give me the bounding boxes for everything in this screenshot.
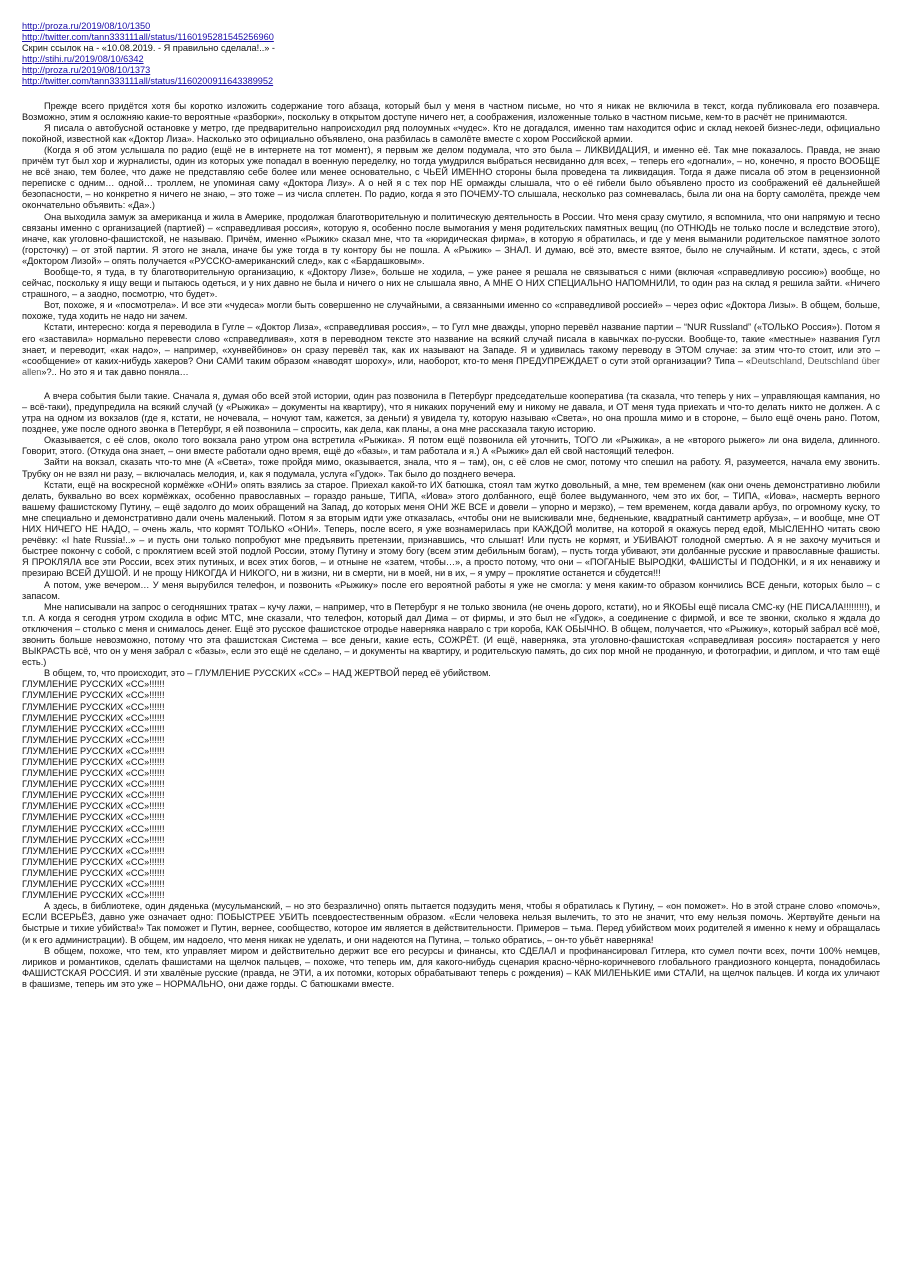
paragraph: Вот, похоже, я и «посмотрела». И все эти «чудеса» могли быть совершенно не случайными, а связанными именно со «справедливой россией» – через офис «Доктора Лизы». В общем, больше, похоже, туда ходить не надо ни зачем. — [22, 300, 880, 322]
paragraph: А потом, уже вечером… У меня вырубился телефон, и позвонить «Рыжику» после его вероятной работы я уже не смогла: у меня каким-то образом кончились ВСЕ деньги, которых было – с запасом. — [22, 579, 880, 601]
screenshot-links-caption: Скрин ссылок на - «10.08.2019. - Я правильно сделала!..» - — [22, 43, 275, 54]
repeated-line: ГЛУМЛЕНИЕ РУССКИХ «СС»!!!!!! — [22, 757, 165, 767]
repeated-line: ГЛУМЛЕНИЕ РУССКИХ «СС»!!!!!! — [22, 701, 165, 712]
repeated-line: ГЛУМЛЕНИЕ РУССКИХ «СС»!!!!!! — [22, 834, 165, 845]
article-body — [22, 101, 880, 990]
link-stihi-6342[interactable]: http://stihi.ru/2019/08/10/6342 — [22, 54, 144, 65]
paragraph: Я писала о автобусной остановке у метро, где предварительно напроисходил ряд полоумных «чудес». Кто не догадался, именно там находится офис и склад некоей бизнес-леди, официально покойной, известной как «Доктор Лиза». Насколько это официально объявлено, она разбилась в самолёте вместе с хором Российской армии. — [22, 122, 880, 144]
repeated-line: ГЛУМЛЕНИЕ РУССКИХ «СС»!!!!!! — [22, 812, 165, 823]
repeated-line: ГЛУМЛЕНИЕ РУССКИХ «СС»!!!!!! — [22, 801, 165, 812]
repeated-line: ГЛУМЛЕНИЕ РУССКИХ «СС»!!!!!! — [22, 790, 165, 801]
repeated-line: ГЛУМЛЕНИЕ РУССКИХ «СС»!!!!!! — [22, 712, 165, 723]
link-twitter-1[interactable]: http://twitter.com/tann333111all/status/1160195281545256960 — [22, 32, 274, 43]
repeated-line: ГЛУМЛЕНИЕ РУССКИХ «СС»!!!!!! — [22, 690, 165, 701]
repeated-line: ГЛУМЛЕНИЕ РУССКИХ «СС»!!!!!! — [22, 845, 165, 856]
paragraph-translation — [22, 322, 880, 377]
repeated-line: ГЛУМЛЕНИЕ РУССКИХ «СС»!!!!!! — [22, 779, 165, 790]
repeated-line: ГЛУМЛЕНИЕ РУССКИХ «СС»!!!!!! — [22, 723, 165, 734]
paragraph-text: Кстати, интересно: когда я переводила в Гугле – «Доктор Лиза», «справедливая россия», – то Гугл мне дважды, упорно перевёл название партии – “NUR Russland” («ТОЛЬКО Россия»). Потом я его «заставила» нормально перевести слово «справедливая», хотя в переводном тексте это название на всякий случай писала в кавычках по-русски. Вообще-то, такие «местные» названия Гугл знает, и переводит, «как надо», – например, «хунвейбинов» он сразу перевёл так, как их называют на Западе. Я и удивилась такому переводу в ЭТОМ случае: за этим что-то стоит, или это – «сообщение» от каких-нибудь хакеров? Они САМИ таким образом «наводят шороху», или, наоборот, кто-то меня ПРЕДУПРЕЖДАЕТ о сути этой организации? Типа – « — [22, 322, 880, 366]
link-list — [22, 21, 880, 88]
paragraph: Прежде всего придётся хотя бы коротко изложить содержание того абзаца, который был у меня в частном письме, но что я никак не включила в текст, когда публиковала его позавчера. Возможно, этим я осложняю какие-то вероятные «разборки», поскольку в открытом доступе ничего нет, а соображения, изложенные только в частном письме, кем-то в расчёт не принимаются. — [22, 100, 880, 122]
repeated-line: ГЛУМЛЕНИЕ РУССКИХ «СС»!!!!!! — [22, 867, 165, 878]
paragraph: (Когда я об этом услышала по радио (ещё не в интернете на тот момент), я первым же делом подумала, что это была – ЛИКВИДАЦИЯ, и именно её. Так мне показалось. Правда, не знаю причём тут был хор и журналисты, один из которых уже попадал в военную переделку, но тогда умудрился выбраться несвиданно для всех, – теперь его «догнали», – но, конечно, я просто ВООБЩЕ не всё знаю, тем более, что даже не представляю себе более или менее основательно, с ЧЬЕЙ ИМЕННО стороны была проведена та ликвидация. Тогда я даже писала об этом в рецензионной переписке с одним… одной… троллем, не упоминая саму «Доктора Лизу». А о ней я с тех пор НЕ ормажды слышала, что о её гибели было объявлено просто из соображений её дальнейшей безопасности, – но конкретно я ничего не знаю, – это тоже – из числа сплетен. По радио, когда я это ПОЧЕМУ-ТО слышала, несколько раз сомневалась, была ли она на борту самолёта, прежде чем окончательно объявить: «Да».) — [22, 144, 880, 211]
paragraph: Она выходила замуж за американца и жила в Америке, продолжая благотворительную и политическую деятельность в России. Что меня сразу смутило, я вспомнила, что они напрямую и тесно связаны именно с организацией (партией) – «справедливая россия», которую я, особенно после вымогания у меня родительских памятных вещиц (по ОТНЮДЬ не только после и вследствие этого), иначе, как уголовно-фашистской, не называю. Причём, именно «Рыжик» сказал мне, что та «юридическая фирма», в которую я обратилась, и где у меня выманили родительское памятное золото (горсточку) – от этой партии. Я этого не знала, иначе бы уже тогда в ту контору бы не пошла. А «Рыжик» – ЗНАЛ. И думаю, всё это, вместе взятое, было не случайным. И кстати, здесь, с этой «Доктором Лизой» – опять получается «РУССКО-американский след», как с «Бардашковым». — [22, 211, 880, 266]
paragraph: Кстати, ещё на воскресной кормёжке «ОНИ» опять взялись за старое. Приехал какой-то ИХ батюшка, стоял там жутко довольный, а мне, тем временем (как они очень демонстративно любили делать, буквально во всех кормёжках, особенно православных – гораздо раньше, ТИПА, «Иова» этого долбанного, ещё более выдуманного, чем это их бог, – ТИПА, «Иова», насмерть верного вашему фашистскому Путину, – ещё задолго до моих обращений на Запад, до которых меня ОНИ ЖЕ ВСЕ и довели – упорно и мерзко), – тем временем, когда давали арбуз, по огромному куску, то мне специально и демонстративно дали очень маленький. Потом я за вторым идти уже отказалась, «чтобы они не выискивали мне, бедненькие, квадратный сантиметр арбуза», – и вообще, мне ОТ НИХ НИЧЕГО НЕ НАДО, – очень жаль, что кормят ТОЛЬКО «ОНИ». Теперь, после всего, я уже вознамерилась при КАЖДОЙ молитве, на которой я окажусь перед едой, МЫСЛЕННО читать свою речёвку: «I hate Russia!..» – и пусть они только попробуют мне предъявить претензии, признавшись, что слышат! Или пусть не кормят, и УБИВАЮТ голодной смертью. А я не захочу мучиться и быстрее покончу с собой, с проклятием всей этой подлой России, этому Путину и этому богу (всем этим дебильным богам), – пусть тогда убивают, эти долбанные русские и православные фашисты. Я ПРОКЛЯЛА все эти России, всех этих путиных, и всех этих богов, – и отныне не «затем, чтобы…», а просто потому, что они – «ПОГАНЫЕ ВЫРОДКИ, ФАШИСТЫ И ПОДОНКИ, и я их ненавижу и презираю ВСЕЙ ДУШОЙ. И не прощу НИКОГДА И НИКОГО, ни в жизни, ни в смерти, ни в моей, ни в их, – я умру – проклятие останется и сбудется!!! — [22, 479, 880, 579]
paragraph: А вчера события были такие. Сначала я, думая обо всей этой истории, один раз позвонила в Петербург председательше кооператива (та сказала, что теперь у них – управляющая кампания, но – всё-таки), предупредила на всякий случай (у «Рыжика» – документы на квартиру), что я никаких поручений ему и никому не давала, и ОТ меня туда приехать и что-то делать никто не должен. А с утра на одном из вокзалов (где я, кстати, не ночевала, – ночуют там, кажется, за деньги) я увидела ту, которую называю «Света», но она прошла мимо и в стороне, – было ещё очень рано. Потом, позднее, уже после одного звонка в Петербург, я ей позвонила – спросить, как дела, как планы, а она мне рассказала такую историю. — [22, 390, 880, 435]
paragraph: А здесь, в библиотеке, один дяденька (мусульманский, – но это безразлично) опять пытается подзудить меня, чтобы я обратилась к Путину, – «он поможет». Но в этой стране слово «помочь», ЕСЛИ ВСЕРЬЁЗ, давно уже означает одно: ПОБЫСТРЕЕ УБИТЬ псевдоестественным образом. «Если человека нельзя вылечить, то это не значит, что ему нельзя помочь. Жертвуйте деньги на быстрые и тихие убийства!» Так поможет и Путин, вернее, сообщество, которое им является в действительности. Примеров – тьма. Перед убийством моих родителей я именно к нему и обращалась (и к его администрации). В общем, им надоело, что меня никак не уделать, и они надеются на Путина, – только обратись, – он-то убьёт наверняка! — [22, 901, 880, 945]
paragraph: Оказывается, с её слов, около того вокзала рано утром она встретила «Рыжика». Я потом ещё позвонила ей уточнить, ТОГО ли «Рыжика», а не «второго рыжего» ли она видела, длинного. Говорит, этого. (Откуда она знает, – они вместе работали одно время, ещё до «базы», и там работала и я.) А «Рыжик» дал ей свой настоящий телефон. — [22, 435, 880, 457]
repeated-line: ГЛУМЛЕНИЕ РУССКИХ «СС»!!!!!! — [22, 856, 165, 867]
repeated-line: ГЛУМЛЕНИЕ РУССКИХ «СС»!!!!!! — [22, 679, 165, 690]
link-twitter-2[interactable]: http://twitter.com/tann333111all/status/1160200911643389952 — [22, 76, 274, 87]
paragraph: Зайти на вокзал, сказать что-то мне (А «Света», тоже пройдя мимо, оказывается, знала, что я – там), он, с её слов не смог, потому что спешил на работу. Я, разумеется, начала ему звонить. Трубку он не взял ни разу, – включалась мелодия, и, как я подумала, услуга «Гудок». Так было до позднего вечера. — [22, 457, 880, 479]
link-proza-1350[interactable]: http://proza.ru/2019/08/10/1350 — [22, 21, 151, 31]
document-page — [22, 21, 880, 990]
repeated-line: ГЛУМЛЕНИЕ РУССКИХ «СС»!!!!!! — [22, 734, 165, 745]
repeated-line: ГЛУМЛЕНИЕ РУССКИХ «СС»!!!!!! — [22, 823, 165, 834]
repeated-line: ГЛУМЛЕНИЕ РУССКИХ «СС»!!!!!! — [22, 745, 165, 756]
repeated-lines — [22, 679, 880, 901]
paragraph: Мне написывали на запрос о сегодняшних тратах – кучу лажи, – например, что в Петербург я не только звонила (не очень дорого, кстати), но и ЯКОБЫ ещё писала СМС-ку (НЕ ПИСАЛА!!!!!!!!!), и т.п. А когда я сегодня утром сходила в офис МТС, мне сказали, что телефон, который дал Дима – от фирмы, и это был не «Гудок», а соединение с фирмой, и все те звонки, сколько я ждала до отключения – столько с меня и снималось денег. Ещё это русское фашистское отродье наверняка наврало с три короба, КАК ОБЫЧНО. В общем, получается, что «Рыжику», который забрал всё моё, звонить больше невозможно, потому что эта фашистская Система – все деньги, какие есть, СОЖРЁТ. (И ещё, наверняка, эта уголовно-фашистская «справедливая россия» постарается у него ВЫКРАСТЬ всё, что он у меня забрал с «базы», если это ещё не сделано, – и документы на квартиру, и родительскую память, до сих пор мной не проданную, и фотографии, и диплом, и что там ещё есть.) — [22, 601, 880, 668]
repeated-line: ГЛУМЛЕНИЕ РУССКИХ «СС»!!!!!! — [22, 879, 165, 890]
paragraph: В общем, похоже, что тем, кто управляет миром и действительно держит все его ресурсы и финансы, кто СДЕЛАЛ и профинансировал Гитлера, кто сумел почти всех, почти 100% немцев, лириков и романтиков, сделать фашистами на щелчок пальцев, – похоже, что теперь им, для какого-нибудь сценария красно-чёрно-коричневого глобального грандиозного концерта, понадобилась ФАШИСТСКАЯ РОССИЯ. И эти хвалёные русские (правда, не ЭТИ, а их потомки, которых обрабатывают теперь с рождения) – КАК МИЛЕНЬКИЕ ими СТАЛИ, на щелчок пальцев. И когда их уличают в фашизме, теперь им это уже – НОРМАЛЬНО, они даже горды. С батюшками вместе. — [22, 945, 880, 989]
paragraph-text: »?.. Но это я и так давно поняла… — [41, 366, 189, 377]
quoted-phrase: Deutschland, Deutschland über allen — [22, 355, 880, 377]
link-proza-1373[interactable]: http://proza.ru/2019/08/10/1373 — [22, 65, 151, 76]
repeated-line: ГЛУМЛЕНИЕ РУССКИХ «СС»!!!!!! — [22, 768, 165, 779]
repeated-line: ГЛУМЛЕНИЕ РУССКИХ «СС»!!!!!! — [22, 890, 165, 901]
paragraph: В общем, то, что происходит, это – ГЛУМЛЕНИЕ РУССКИХ «СС» – НАД ЖЕРТВОЙ перед её убийством. — [44, 668, 491, 679]
paragraph: Вообще-то, я туда, в ту благотворительную организацию, к «Доктору Лизе», больше не ходила, – уже ранее я решала не связываться с ними (включая «справедливую россию») вообще, но сейчас, поскольку я ищу вещи и пытаюсь одеться, и у них давно не была и ничего о них не слышала явно, А МНЕ О НИХ СПЕЦИАЛЬНО НАПОМНИЛИ, то один раз на склад я решила зайти. «Ничего страшного, – а заодно, посмотрю, что будет». — [22, 266, 880, 300]
